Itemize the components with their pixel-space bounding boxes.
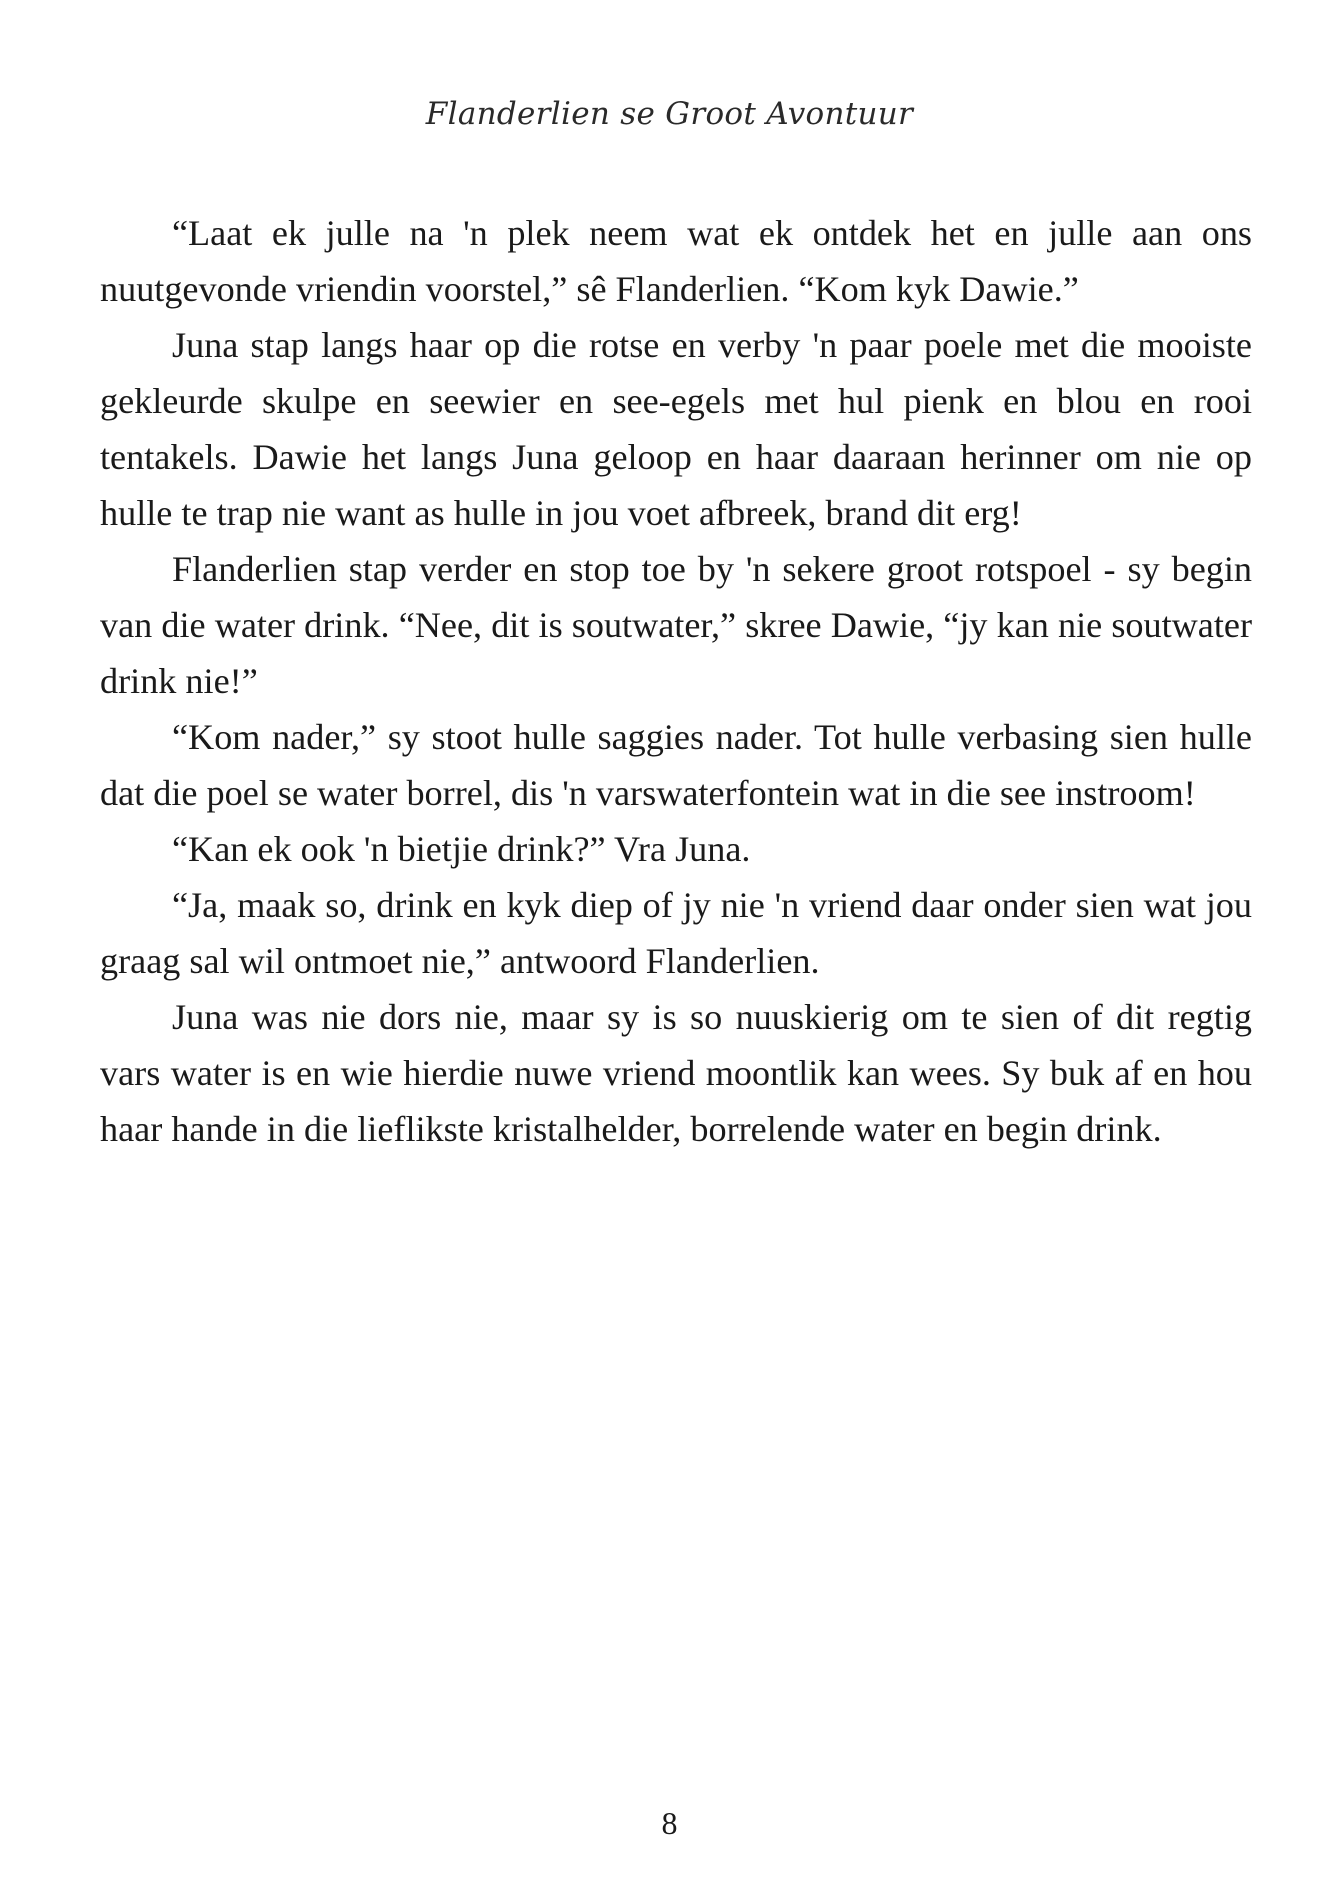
running-header-title: Flanderlien se Groot Avontuur	[425, 96, 914, 132]
paragraph: Flanderlien stap verder en stop toe by 'n sekere groot rotspoel - sy begin van die water drink. “Nee, dit is soutwater,” skree Dawie, “jy kan nie soutwater drink nie!”	[100, 549, 1252, 701]
paragraph: Juna stap langs haar op die rotse en verby 'n paar poele met die mooiste gekleurde skulpe en seewier en see-egels met hul pienk en blou en rooi tentakels. Dawie het langs Juna geloop en haar daaraan herinner om nie op hulle te trap nie want as hulle in jou voet afbreek, brand dit erg!	[100, 325, 1252, 533]
paragraph: “Ja, maak so, drink en kyk diep of jy nie 'n vriend daar onder sien wat jou graag sal wil ontmoet nie,” antwoord Flanderlien.	[100, 885, 1252, 981]
page-number: 8	[661, 1805, 678, 1841]
paragraph: “Kom nader,” sy stoot hulle saggies nader. Tot hulle verbasing sien hulle dat die poel se water borrel, dis 'n varswaterfontein wat in die see instroom!	[100, 717, 1252, 813]
paragraph: “Kan ek ook 'n bietjie drink?” Vra Juna.	[172, 829, 751, 869]
body-text	[100, 205, 1252, 1157]
paragraph: “Laat ek julle na 'n plek neem wat ek ontdek het en julle aan ons nuutgevonde vriendin voorstel,” sê Flanderlien. “Kom kyk Dawie.”	[100, 213, 1252, 309]
paragraph: Juna was nie dors nie, maar sy is so nuuskierig om te sien of dit regtig vars water is en wie hierdie nuwe vriend moontlik kan wees. Sy buk af en hou haar hande in die lieflikste kristalhelder, borrelende water en begin drink.	[100, 997, 1252, 1149]
